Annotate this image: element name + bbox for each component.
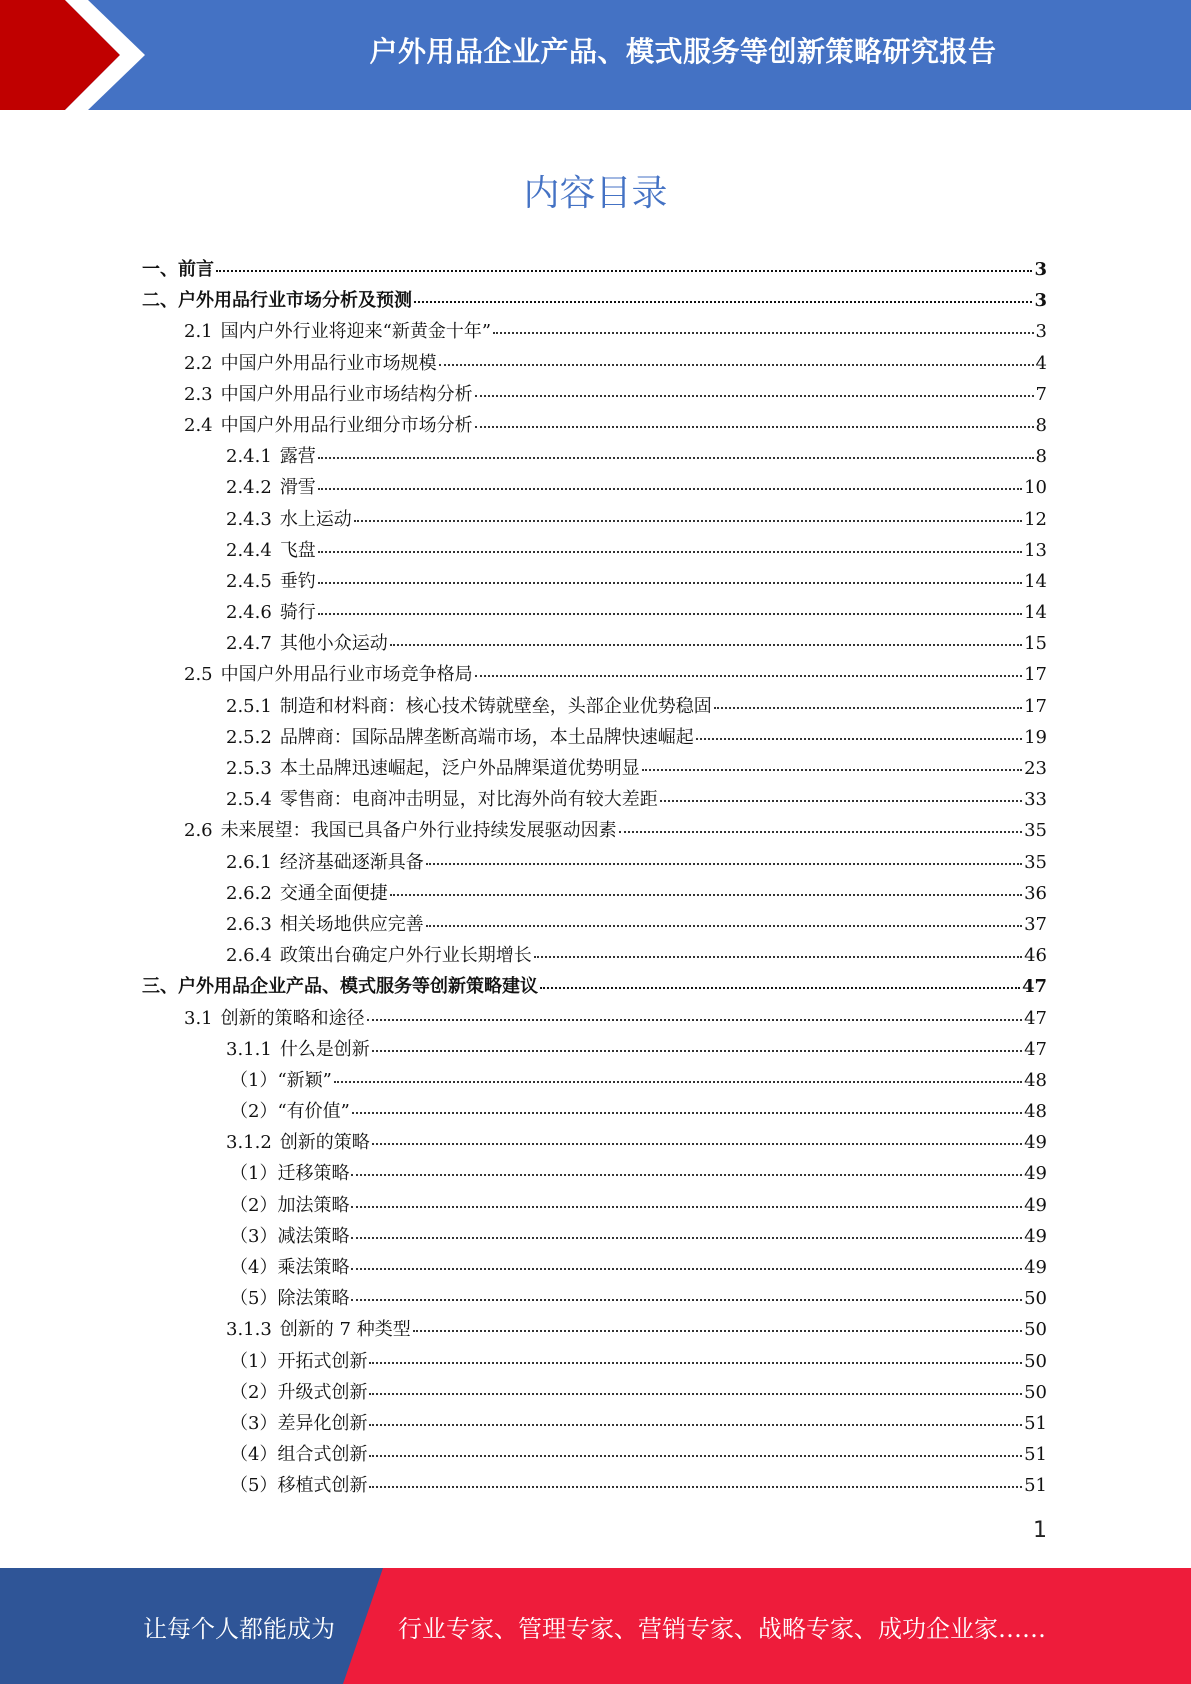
toc-entry-number: 2.4.7 (226, 633, 272, 655)
toc-dot-leader (426, 863, 1022, 865)
toc-entry-title: 飞盘 (279, 539, 316, 561)
toc-entry[interactable] (142, 1190, 1047, 1221)
toc-entry-number: 2.4.1 (226, 446, 272, 468)
toc-entry-title: 乘法策略 (277, 1257, 350, 1278)
toc-entry[interactable] (142, 1346, 1047, 1377)
toc-entry-number: （4） (230, 1444, 278, 1466)
toc-entry[interactable] (142, 535, 1047, 566)
toc-entry-number: 3.1.3 (226, 1319, 272, 1341)
toc-dot-leader (352, 1112, 1022, 1114)
toc-entry-page: 17 (1024, 695, 1047, 717)
toc-entry-page: 48 (1024, 1069, 1047, 1091)
toc-entry-number: 3.1.2 (226, 1132, 272, 1154)
toc-entry-title: 迁移策略 (277, 1163, 350, 1185)
toc-entry-title: 三、户外用品企业产品、模式服务等创新策略建议 (142, 976, 538, 998)
toc-entry-title: “新颖” (277, 1069, 332, 1091)
toc-entry-page: 47 (1024, 1007, 1047, 1029)
toc-entry-title: 政策出台确定户外行业长期增长 (279, 945, 532, 967)
toc-dot-leader (413, 1330, 1022, 1332)
toc-entry-title: 其他小众运动 (279, 633, 388, 655)
toc-entry-title: 升级式创新 (277, 1381, 368, 1403)
toc-dot-leader (351, 1206, 1022, 1208)
toc-entry-page: 3 (1034, 259, 1047, 280)
toc-dot-leader (216, 270, 1032, 272)
toc-entry-title: 垂钓 (279, 570, 316, 592)
toc-entry-title: 国内户外行业将迎来“新黄金十年” (220, 321, 492, 343)
toc-entry[interactable] (142, 815, 1047, 846)
toc-dot-leader (372, 1050, 1022, 1052)
toc-entry[interactable] (142, 1470, 1047, 1501)
toc-entry-page: 49 (1024, 1225, 1047, 1247)
toc-heading: 内容目录 (523, 173, 668, 214)
toc-entry[interactable] (142, 1221, 1047, 1252)
toc-entry-page: 48 (1024, 1101, 1047, 1123)
toc-entry-title: 中国户外用品行业市场规模 (220, 352, 437, 374)
toc-entry-page: 35 (1024, 820, 1047, 842)
toc-entry[interactable] (142, 971, 1047, 1002)
toc-entry-title: 品牌商：国际品牌垄断高端市场，本土品牌快速崛起 (279, 726, 694, 748)
toc-entry[interactable] (142, 254, 1047, 285)
toc-entry-title: 差异化创新 (277, 1412, 368, 1434)
toc-entry[interactable] (142, 1408, 1047, 1439)
toc-entry-page: 14 (1024, 570, 1047, 592)
toc-entry-page: 3 (1034, 290, 1047, 312)
toc-entry-page: 12 (1024, 508, 1047, 530)
toc-dot-leader (367, 1019, 1022, 1021)
toc-entry-title: 滑雪 (279, 477, 316, 499)
toc-entry-title: 创新的 7 种类型 (279, 1319, 411, 1341)
toc-dot-leader (318, 582, 1022, 584)
toc-dot-leader (369, 1455, 1022, 1457)
toc-entry-number: （1） (230, 1163, 278, 1185)
toc-entry-title: 本土品牌迅速崛起，泛户外品牌渠道优势明显 (279, 758, 640, 779)
toc-entry-title: 未来展望：我国已具备户外行业持续发展驱动因素 (220, 820, 617, 842)
toc-dot-leader (354, 520, 1022, 522)
toc-entry-title: 水上运动 (279, 508, 352, 530)
toc-entry-number: （2） (230, 1194, 278, 1216)
toc-entry[interactable] (142, 878, 1047, 909)
toc-entry-page: 33 (1024, 789, 1047, 811)
toc-entry-number: 2.6.2 (226, 882, 272, 904)
toc-dot-leader (369, 1362, 1022, 1364)
footer-band (0, 1568, 1191, 1684)
toc-dot-leader (439, 364, 1034, 366)
toc-entry[interactable] (142, 285, 1047, 316)
toc-dot-leader (318, 551, 1022, 553)
toc-entry-page: 10 (1024, 477, 1047, 499)
toc-entry[interactable] (142, 753, 1047, 784)
toc-entry-number: 3.1.1 (226, 1038, 272, 1060)
toc-entry-page: 49 (1024, 1194, 1047, 1216)
toc-entry-number: 2.6.3 (226, 913, 272, 935)
toc-entry-number: （5） (230, 1475, 278, 1497)
toc-entry-number: 2.1 (184, 321, 213, 343)
toc-entry-page: 51 (1024, 1475, 1047, 1497)
page-number: 1 (1033, 1518, 1047, 1543)
toc-entry-page: 8 (1035, 414, 1047, 436)
toc-entry-number: 2.4.5 (226, 570, 272, 592)
toc-entry-title: 零售商：电商冲击明显，对比海外尚有较大差距 (279, 789, 658, 811)
toc-entry-title: “有价值” (277, 1101, 350, 1123)
toc-entry-number: （1） (230, 1350, 278, 1372)
toc-entry-page: 23 (1024, 758, 1047, 779)
toc-dot-leader (619, 831, 1022, 833)
toc-entry-number: 2.4.4 (226, 539, 272, 561)
toc-entry[interactable] (142, 1252, 1047, 1283)
toc-entry[interactable] (142, 1096, 1047, 1127)
toc-entry-title: 创新的策略和途径 (220, 1007, 365, 1029)
toc-entry-number: 2.5 (184, 664, 213, 686)
toc-entry-number: （2） (230, 1381, 278, 1403)
toc-dot-leader (475, 395, 1034, 397)
toc-dot-leader (369, 1486, 1022, 1488)
toc-entry[interactable] (142, 1377, 1047, 1408)
toc-dot-leader (390, 894, 1022, 896)
toc-entry[interactable] (142, 597, 1047, 628)
toc-dot-leader (318, 488, 1022, 490)
toc-entry-title: 交通全面便捷 (279, 882, 388, 904)
toc-entry-title: 中国户外用品行业市场竞争格局 (220, 664, 473, 686)
toc-entry-page: 35 (1024, 851, 1047, 873)
toc-entry-title: 创新的策略 (279, 1132, 370, 1154)
toc-entry-page: 36 (1024, 882, 1047, 904)
toc-entry[interactable] (142, 691, 1047, 722)
toc-entry[interactable] (142, 1314, 1047, 1345)
toc-entry-number: （3） (230, 1412, 278, 1434)
toc-entry-number: 2.5.3 (226, 758, 272, 779)
toc-entry-title: 加法策略 (277, 1194, 350, 1216)
toc-entry-number: 2.6.1 (226, 851, 272, 873)
report-title: 户外用品企业产品、模式服务等创新策略研究报告 (369, 35, 997, 68)
toc-dot-leader (351, 1299, 1022, 1301)
toc-entry-number: 3.1 (184, 1007, 213, 1029)
toc-dot-leader (642, 769, 1022, 771)
toc-entry[interactable] (142, 722, 1047, 753)
toc-entry-page: 7 (1035, 383, 1047, 405)
toc-dot-leader (660, 800, 1022, 802)
toc-entry-title: 什么是创新 (279, 1038, 370, 1060)
toc-dot-leader (475, 675, 1022, 677)
toc-entry-page: 14 (1024, 602, 1047, 624)
toc-entry[interactable] (142, 441, 1047, 472)
toc-entry-number: （5） (230, 1288, 278, 1310)
footer-slogan-right: 行业专家、管理专家、营销专家、战略专家、成功企业家…… (398, 1614, 1046, 1643)
toc-entry-page: 19 (1024, 726, 1047, 748)
toc-entry-number: 2.3 (184, 383, 213, 405)
toc-entry[interactable] (142, 909, 1047, 940)
toc-entry[interactable] (142, 1283, 1047, 1314)
toc-entry[interactable] (142, 504, 1047, 535)
toc-entry-number: 2.4.2 (226, 477, 272, 499)
table-of-contents (142, 254, 1047, 1502)
toc-entry-title: 组合式创新 (277, 1444, 368, 1466)
toc-entry-title: 经济基础逐渐具备 (279, 851, 424, 873)
toc-entry-number: （1） (230, 1069, 278, 1091)
toc-entry-title: 制造和材料商：核心技术铸就壁垒，头部企业优势稳固 (279, 695, 712, 717)
toc-dot-leader (534, 956, 1022, 958)
toc-entry-page: 4 (1035, 352, 1047, 374)
toc-entry-number: 2.5.1 (226, 695, 272, 717)
toc-entry-page: 47 (1021, 976, 1047, 998)
toc-entry-page: 50 (1024, 1381, 1047, 1403)
toc-entry-page: 51 (1024, 1444, 1047, 1466)
header-band (0, 0, 1191, 110)
toc-entry-number: 2.5.4 (226, 789, 272, 811)
toc-entry-page: 50 (1024, 1350, 1047, 1372)
toc-entry-number: （4） (230, 1257, 278, 1278)
toc-dot-leader (318, 457, 1034, 459)
toc-dot-leader (696, 738, 1022, 740)
toc-entry[interactable] (142, 940, 1047, 971)
toc-entry-page: 15 (1024, 633, 1047, 655)
toc-dot-leader (475, 426, 1034, 428)
header-arrow-decoration (0, 0, 160, 110)
toc-dot-leader (334, 1081, 1022, 1083)
toc-entry-title: 二、户外用品行业市场分析及预测 (142, 290, 412, 312)
toc-entry-page: 50 (1024, 1319, 1047, 1341)
toc-dot-leader (351, 1174, 1022, 1176)
toc-entry-page: 8 (1035, 446, 1047, 468)
toc-dot-leader (540, 987, 1020, 989)
toc-dot-leader (351, 1268, 1022, 1270)
toc-entry-page: 3 (1035, 321, 1047, 343)
toc-dot-leader (493, 332, 1034, 334)
toc-entry-title: 除法策略 (277, 1288, 350, 1310)
toc-dot-leader (414, 301, 1032, 303)
toc-entry[interactable] (142, 659, 1047, 690)
toc-entry-title: 露营 (279, 446, 316, 468)
toc-entry-page: 49 (1024, 1132, 1047, 1154)
toc-entry-title: 一、前言 (142, 259, 214, 280)
toc-entry[interactable] (142, 566, 1047, 597)
toc-entry-page: 49 (1024, 1163, 1047, 1185)
toc-entry[interactable] (142, 847, 1047, 878)
toc-entry[interactable] (142, 379, 1047, 410)
toc-entry-number: 2.6 (184, 820, 213, 842)
toc-entry-page: 46 (1024, 945, 1047, 967)
toc-entry-title: 减法策略 (277, 1225, 350, 1247)
toc-dot-leader (369, 1424, 1022, 1426)
toc-entry-title: 开拓式创新 (277, 1350, 368, 1372)
footer-slogan-left: 让每个人都能成为 (143, 1614, 335, 1643)
toc-entry[interactable] (142, 1127, 1047, 1158)
toc-entry-title: 中国户外用品行业市场结构分析 (220, 383, 473, 405)
toc-entry-number: （3） (230, 1225, 278, 1247)
toc-entry-number: 2.4 (184, 414, 213, 436)
toc-entry-title: 中国户外用品行业细分市场分析 (220, 414, 473, 436)
toc-entry-page: 47 (1024, 1038, 1047, 1060)
toc-entry-number: 2.6.4 (226, 945, 272, 967)
toc-dot-leader (351, 1237, 1022, 1239)
toc-entry[interactable] (142, 1065, 1047, 1096)
toc-entry[interactable] (142, 1003, 1047, 1034)
toc-entry-page: 51 (1024, 1412, 1047, 1434)
toc-dot-leader (390, 644, 1022, 646)
toc-dot-leader (714, 707, 1022, 709)
toc-entry-number: 2.2 (184, 352, 213, 374)
toc-entry-page: 50 (1024, 1288, 1047, 1310)
toc-dot-leader (426, 925, 1022, 927)
toc-entry-title: 移植式创新 (277, 1475, 368, 1497)
toc-dot-leader (372, 1143, 1022, 1145)
toc-entry[interactable] (142, 472, 1047, 503)
toc-entry[interactable] (142, 410, 1047, 441)
toc-entry-number: 2.4.6 (226, 602, 272, 624)
toc-dot-leader (369, 1393, 1022, 1395)
toc-entry[interactable] (142, 784, 1047, 815)
toc-entry-number: 2.5.2 (226, 726, 272, 748)
toc-entry-page: 49 (1024, 1257, 1047, 1278)
toc-entry-title: 骑行 (279, 602, 316, 624)
toc-dot-leader (318, 613, 1022, 615)
toc-entry-number: 2.4.3 (226, 508, 272, 530)
toc-entry-page: 17 (1024, 664, 1047, 686)
toc-entry-title: 相关场地供应完善 (279, 913, 424, 935)
toc-entry-page: 13 (1024, 539, 1047, 561)
toc-entry-number: （2） (230, 1101, 278, 1123)
toc-entry-page: 37 (1024, 913, 1047, 935)
toc-entry[interactable] (142, 1158, 1047, 1189)
toc-entry[interactable] (142, 316, 1047, 347)
toc-entry[interactable] (142, 348, 1047, 379)
toc-entry[interactable] (142, 1439, 1047, 1470)
toc-entry[interactable] (142, 628, 1047, 659)
toc-entry[interactable] (142, 1034, 1047, 1065)
